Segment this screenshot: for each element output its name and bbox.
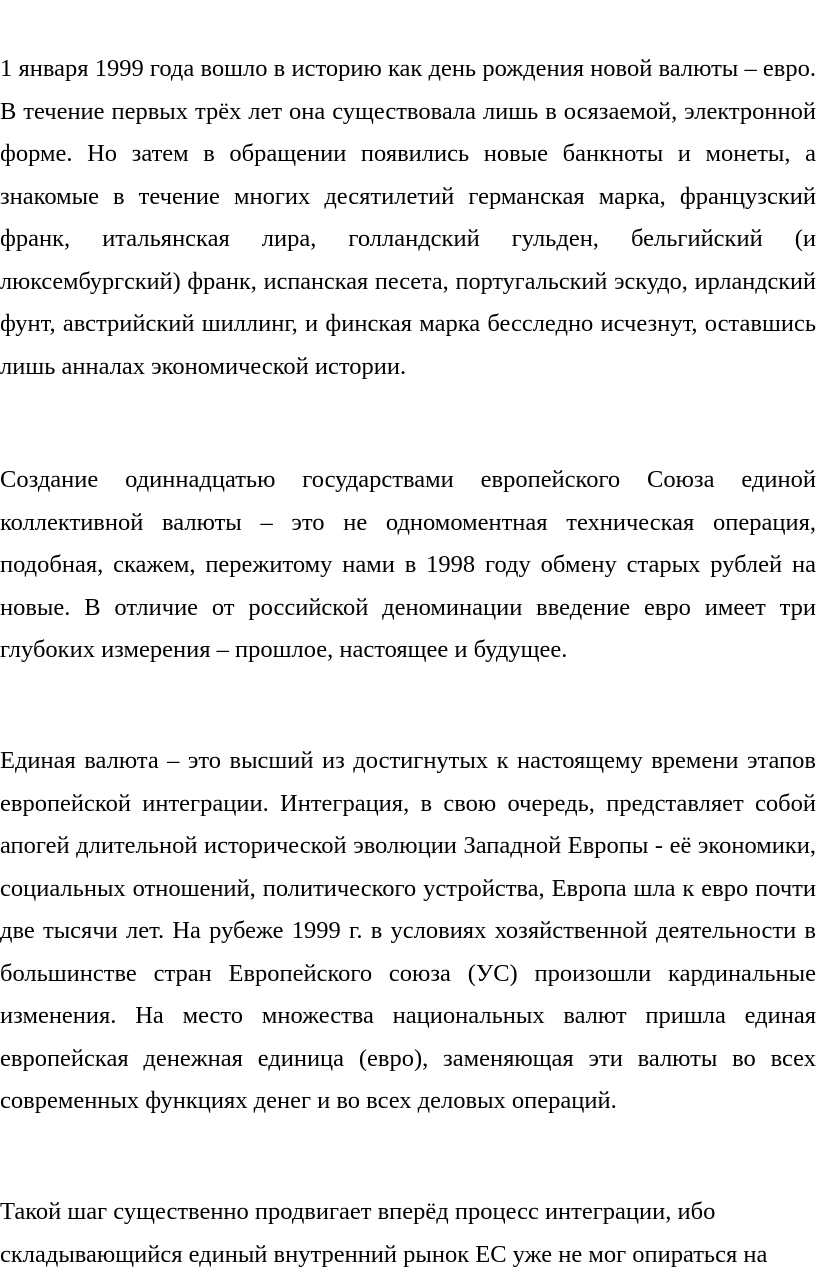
paragraph-3 (0, 740, 816, 1123)
text-line: большинстве стран Европейского союза (УС) произошли кардинальные (0, 959, 816, 987)
text-line: коллективной валюты – это не одномоментная техническая операция, (0, 508, 816, 536)
paragraph-2 (0, 459, 816, 672)
paragraph-1 (0, 48, 816, 388)
text-line: 1 января 1999 года вошло в историю как день рождения новой валюты – евро. (0, 55, 816, 82)
text-line: люксембургский) франк, испанская песета, португальский эскудо, ирландский (0, 267, 816, 295)
text-line: апогей длительной исторической эволюции Западной Европы - её экономики, (0, 832, 816, 859)
text-line: форме. Но затем в обращении появились новые банкноты и монеты, а (0, 140, 816, 167)
text-line: В течение первых трёх лет она существовала лишь в осязаемой, электронной (0, 97, 816, 125)
text-line: европейская денежная единица (евро), заменяющая эти валюты во всех (0, 1044, 816, 1072)
text-line: подобная, скажем, пережитому нами в 1998 году обмену старых рублей на (0, 551, 816, 578)
text-line: две тысячи лет. На рубеже 1999 г. в условиях хозяйственной деятельности в (0, 917, 816, 944)
text-line: складывающийся единый внутренний рынок ЕС уже не мог опираться на (0, 1240, 768, 1268)
text-line: современных функциях денег и во всех деловых операций. (0, 1087, 617, 1114)
text-line: глубоких измерения – прошлое, настоящее и будущее. (0, 636, 568, 663)
text-line: фунт, австрийский шиллинг, и финская марка бесследно исчезнут, оставшись (0, 310, 816, 337)
text-line: Единая валюта – это высший из достигнутых к настоящему времени этапов (0, 747, 816, 774)
text-line: франк, итальянская лира, голландский гульден, бельгийский (и (0, 225, 816, 252)
text-line: изменения. На место множества национальных валют пришла единая (0, 1002, 816, 1029)
text-line: новые. В отличие от российской деноминации введение евро имеет три (0, 593, 816, 621)
text-line: знакомые в течение многих десятилетий германская марка, французский (0, 182, 816, 210)
text-line: Такой шаг существенно продвигает вперёд процесс интеграции, ибо (0, 1198, 716, 1225)
text-line: социальных отношений, политического устройства, Европа шла к евро почти (0, 874, 816, 902)
text-line: лишь анналах экономической истории. (0, 352, 407, 380)
text-line: европейской интеграции. Интеграция, в свою очередь, представляет собой (0, 789, 816, 817)
paragraph-4 (0, 1191, 816, 1276)
text-line: Создание одиннадцатью государствами европейского Союза единой (0, 466, 816, 493)
